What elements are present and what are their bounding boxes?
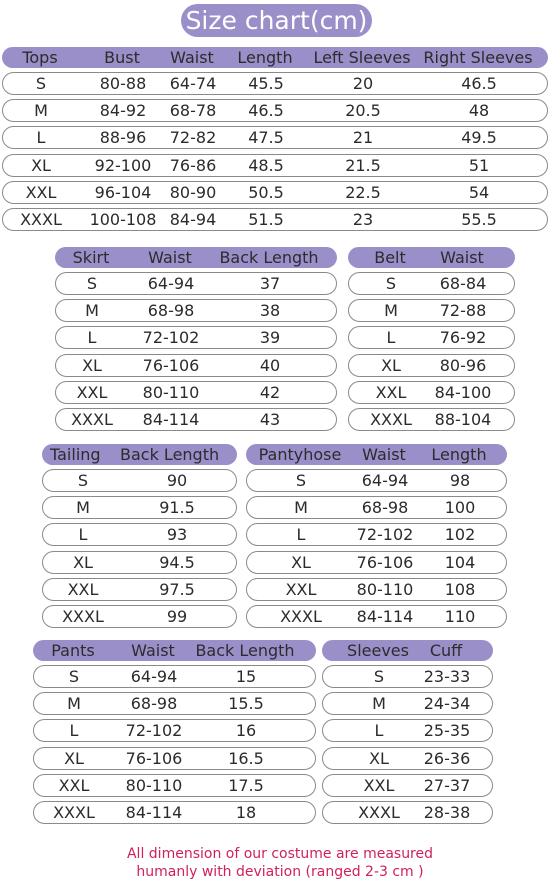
table-cell: 72-102 bbox=[356, 525, 414, 545]
table-cell: 28-38 bbox=[423, 803, 471, 822]
table-cell: XL bbox=[381, 355, 401, 375]
table-cell: 84-94 bbox=[169, 210, 217, 229]
table-cell: 99 bbox=[166, 607, 188, 626]
table-row bbox=[2, 181, 548, 204]
table-row bbox=[322, 665, 493, 688]
table-cell: 16 bbox=[235, 721, 257, 741]
table-cell: 64-94 bbox=[361, 471, 409, 490]
table-cell: 43 bbox=[259, 410, 281, 429]
measurement-note bbox=[0, 845, 560, 881]
table-cell: S bbox=[295, 471, 307, 490]
table-cell: 51.5 bbox=[248, 210, 284, 229]
table-row bbox=[42, 578, 237, 601]
table-cell: 108 bbox=[444, 579, 476, 599]
table-row bbox=[2, 99, 548, 122]
table-cell: 46.5 bbox=[248, 101, 284, 121]
table-cell: 68-98 bbox=[361, 498, 409, 518]
table-row bbox=[55, 326, 337, 349]
column-header: Tops bbox=[22, 48, 58, 67]
table-row bbox=[348, 408, 515, 431]
table-cell: 72-102 bbox=[125, 721, 183, 741]
table-cell: 76-86 bbox=[169, 155, 217, 175]
table-cell: 68-98 bbox=[130, 694, 178, 714]
table-cell: 23 bbox=[352, 210, 374, 229]
table-cell: 16.5 bbox=[228, 748, 264, 768]
table-cell: 94.5 bbox=[159, 552, 195, 572]
table-row bbox=[33, 719, 316, 742]
table-cell: XXL bbox=[25, 182, 57, 202]
page-title: Size chart(cm) bbox=[181, 4, 372, 37]
table-cell: 46.5 bbox=[461, 74, 497, 93]
table-cell: 20.5 bbox=[345, 101, 381, 121]
column-header: Waist bbox=[170, 48, 214, 67]
table-cell: 110 bbox=[444, 607, 476, 626]
table-cell: 40 bbox=[259, 355, 281, 375]
table-row bbox=[55, 272, 337, 295]
table-row bbox=[33, 747, 316, 770]
table-cell: XL bbox=[64, 748, 84, 768]
column-header: Pantyhose bbox=[258, 445, 342, 464]
table-cell: 76-106 bbox=[142, 355, 200, 375]
table-cell: 93 bbox=[166, 525, 188, 545]
table-cell: 84-100 bbox=[434, 382, 492, 402]
column-header: Waist bbox=[131, 641, 175, 660]
pants-header-row bbox=[33, 640, 316, 661]
table-cell: M bbox=[372, 694, 386, 714]
table-cell: 102 bbox=[444, 525, 476, 545]
pantyhose-size-table bbox=[246, 444, 507, 634]
table-row bbox=[246, 551, 507, 574]
table-cell: 88-96 bbox=[99, 128, 147, 148]
table-cell: L bbox=[87, 328, 97, 348]
table-cell: 84-114 bbox=[356, 607, 414, 626]
table-row bbox=[246, 469, 507, 492]
table-cell: M bbox=[76, 498, 90, 518]
column-header: Skirt bbox=[72, 248, 110, 267]
table-cell: L bbox=[386, 328, 396, 348]
table-row bbox=[2, 154, 548, 177]
table-cell: 23-33 bbox=[423, 667, 471, 686]
table-cell: 91.5 bbox=[159, 498, 195, 518]
table-row bbox=[2, 126, 548, 149]
table-cell: 72-88 bbox=[439, 301, 487, 321]
table-row bbox=[42, 551, 237, 574]
table-cell: 90 bbox=[166, 471, 188, 490]
table-cell: XXXL bbox=[62, 607, 104, 626]
table-cell: M bbox=[85, 301, 99, 321]
table-cell: 80-96 bbox=[439, 355, 487, 375]
table-row bbox=[322, 719, 493, 742]
table-row bbox=[55, 299, 337, 322]
table-row bbox=[33, 801, 316, 824]
column-header: Belt bbox=[374, 248, 406, 267]
table-cell: M bbox=[34, 101, 48, 121]
table-row bbox=[348, 326, 515, 349]
table-row bbox=[55, 381, 337, 404]
pantyhose-header-row bbox=[246, 444, 507, 465]
column-header: Length bbox=[431, 445, 487, 464]
table-cell: 54 bbox=[468, 182, 490, 202]
table-cell: 48.5 bbox=[248, 155, 284, 175]
table-cell: XXXL bbox=[370, 410, 412, 429]
table-cell: 15.5 bbox=[228, 694, 264, 714]
table-cell: XL bbox=[31, 155, 51, 175]
table-cell: L bbox=[78, 525, 88, 545]
column-header: Waist bbox=[362, 445, 406, 464]
column-header: Length bbox=[237, 48, 293, 67]
table-row bbox=[322, 774, 493, 797]
table-cell: 15 bbox=[235, 667, 257, 686]
table-row bbox=[348, 272, 515, 295]
table-row bbox=[322, 747, 493, 770]
table-row bbox=[33, 692, 316, 715]
table-row bbox=[42, 523, 237, 546]
table-row bbox=[246, 605, 507, 628]
table-cell: 22.5 bbox=[345, 182, 381, 202]
note-line-1: All dimension of our costume are measured bbox=[126, 846, 434, 862]
belt-header-row bbox=[348, 247, 515, 268]
table-cell: 39 bbox=[259, 328, 281, 348]
table-cell: 92-100 bbox=[94, 155, 152, 175]
sleeves-header-row bbox=[322, 640, 493, 661]
table-cell: M bbox=[384, 301, 398, 321]
column-header: Right Sleeves bbox=[423, 48, 533, 67]
table-cell: L bbox=[69, 721, 79, 741]
table-cell: 24-34 bbox=[423, 694, 471, 714]
table-cell: M bbox=[67, 694, 81, 714]
table-row bbox=[55, 354, 337, 377]
table-cell: 80-110 bbox=[142, 382, 200, 402]
table-cell: XL bbox=[82, 355, 102, 375]
table-cell: 20 bbox=[352, 74, 374, 93]
table-row bbox=[42, 469, 237, 492]
table-cell: 76-106 bbox=[356, 552, 414, 572]
table-cell: 80-110 bbox=[356, 579, 414, 599]
column-header: Back Length bbox=[195, 641, 295, 660]
table-cell: 50.5 bbox=[248, 182, 284, 202]
table-cell: XXL bbox=[285, 579, 317, 599]
table-row bbox=[42, 605, 237, 628]
table-cell: S bbox=[373, 667, 385, 686]
table-cell: S bbox=[35, 74, 47, 93]
table-cell: 25-35 bbox=[423, 721, 471, 741]
table-cell: 42 bbox=[259, 382, 281, 402]
table-row bbox=[348, 381, 515, 404]
table-row bbox=[322, 692, 493, 715]
table-cell: XXL bbox=[67, 579, 99, 599]
table-row bbox=[348, 299, 515, 322]
table-cell: 51 bbox=[468, 155, 490, 175]
table-cell: XXL bbox=[76, 382, 108, 402]
table-cell: 26-36 bbox=[423, 748, 471, 768]
table-cell: XXXL bbox=[53, 803, 95, 822]
column-header: Pants bbox=[51, 641, 95, 660]
pants-size-table bbox=[33, 640, 316, 830]
belt-size-table bbox=[348, 247, 515, 437]
column-header: Waist bbox=[440, 248, 484, 267]
table-cell: 80-90 bbox=[169, 182, 217, 202]
table-cell: 96-104 bbox=[94, 182, 152, 202]
table-cell: 84-114 bbox=[125, 803, 183, 822]
table-row bbox=[246, 496, 507, 519]
column-header: Cuff bbox=[429, 641, 463, 660]
table-cell: 100 bbox=[444, 498, 476, 518]
note-line-2: humanly with deviation (ranged 2-3 cm ) bbox=[136, 864, 424, 880]
table-cell: XXXL bbox=[280, 607, 322, 626]
table-row bbox=[246, 523, 507, 546]
table-cell: 72-102 bbox=[142, 328, 200, 348]
tops-header-row bbox=[2, 47, 548, 68]
table-cell: XXL bbox=[58, 775, 90, 795]
table-cell: M bbox=[294, 498, 308, 518]
table-cell: 55.5 bbox=[461, 210, 497, 229]
column-header: Bust bbox=[104, 48, 140, 67]
table-cell: 100-108 bbox=[89, 210, 157, 229]
column-header: Sleeves bbox=[347, 641, 409, 660]
table-cell: S bbox=[68, 667, 80, 686]
table-row bbox=[348, 354, 515, 377]
table-cell: S bbox=[77, 471, 89, 490]
table-cell: 76-92 bbox=[439, 328, 487, 348]
table-row bbox=[2, 72, 548, 95]
table-row bbox=[33, 774, 316, 797]
tailing-header-row bbox=[42, 444, 237, 465]
table-cell: 37 bbox=[259, 274, 281, 293]
table-cell: 17.5 bbox=[228, 775, 264, 795]
table-cell: 21.5 bbox=[345, 155, 381, 175]
table-row bbox=[246, 578, 507, 601]
tops-size-table bbox=[2, 47, 548, 237]
table-cell: 97.5 bbox=[159, 579, 195, 599]
table-cell: 48 bbox=[468, 101, 490, 121]
table-cell: 68-84 bbox=[439, 274, 487, 293]
table-cell: 104 bbox=[444, 552, 476, 572]
table-cell: 68-98 bbox=[147, 301, 195, 321]
table-cell: 80-110 bbox=[125, 775, 183, 795]
table-cell: L bbox=[296, 525, 306, 545]
table-cell: 76-106 bbox=[125, 748, 183, 768]
table-cell: XXL bbox=[375, 382, 407, 402]
skirt-size-table bbox=[55, 247, 337, 437]
table-cell: L bbox=[36, 128, 46, 148]
table-cell: 72-82 bbox=[169, 128, 217, 148]
table-cell: 98 bbox=[449, 471, 471, 490]
table-cell: S bbox=[385, 274, 397, 293]
table-cell: XL bbox=[369, 748, 389, 768]
tailing-size-table bbox=[42, 444, 237, 634]
column-header: Back Length bbox=[120, 445, 220, 464]
table-cell: 47.5 bbox=[248, 128, 284, 148]
table-row bbox=[55, 408, 337, 431]
table-row bbox=[322, 801, 493, 824]
table-row bbox=[33, 665, 316, 688]
table-cell: 18 bbox=[235, 803, 257, 822]
table-cell: 38 bbox=[259, 301, 281, 321]
table-cell: XXXL bbox=[358, 803, 400, 822]
table-cell: 64-94 bbox=[130, 667, 178, 686]
skirt-header-row bbox=[55, 247, 337, 268]
table-cell: XXXL bbox=[71, 410, 113, 429]
table-cell: 64-74 bbox=[169, 74, 217, 93]
table-cell: XL bbox=[291, 552, 311, 572]
column-header: Tailing bbox=[50, 445, 101, 464]
table-cell: 68-78 bbox=[169, 101, 217, 121]
table-cell: 84-114 bbox=[142, 410, 200, 429]
table-cell: 49.5 bbox=[461, 128, 497, 148]
table-cell: XL bbox=[73, 552, 93, 572]
table-row bbox=[42, 496, 237, 519]
table-cell: 88-104 bbox=[434, 410, 492, 429]
table-cell: 84-92 bbox=[99, 101, 147, 121]
column-header: Left Sleeves bbox=[313, 48, 411, 67]
table-cell: S bbox=[86, 274, 98, 293]
table-row bbox=[2, 208, 548, 231]
table-cell: 45.5 bbox=[248, 74, 284, 93]
sleeves-size-table bbox=[322, 640, 493, 830]
table-cell: 21 bbox=[352, 128, 374, 148]
table-cell: 27-37 bbox=[423, 775, 471, 795]
column-header: Waist bbox=[148, 248, 192, 267]
table-cell: XXL bbox=[363, 775, 395, 795]
table-cell: L bbox=[374, 721, 384, 741]
column-header: Back Length bbox=[219, 248, 319, 267]
table-cell: 64-94 bbox=[147, 274, 195, 293]
table-cell: XXXL bbox=[20, 210, 62, 229]
table-cell: 80-88 bbox=[99, 74, 147, 93]
